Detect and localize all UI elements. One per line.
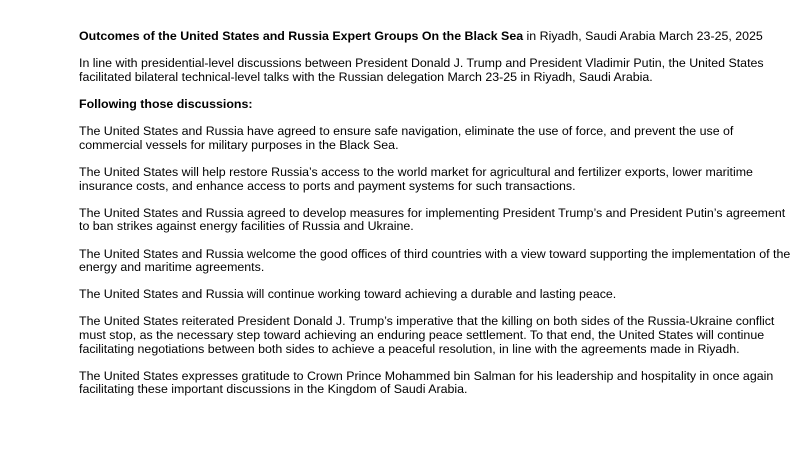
paragraph-third-countries: The United States and Russia welcome the good offices of third countries with a view toward supporting the implementation of the energy and maritime agreements. bbox=[79, 246, 791, 275]
paragraph-lasting-peace: The United States and Russia will continue working toward achieving a durable and lasting peace. bbox=[79, 287, 617, 302]
paragraph-market-access: The United States will help restore Russia’s access to the world market for agricultural and fertilizer exports, lower maritime insurance costs, and enhance access to ports and payment systems for such transactions. bbox=[79, 164, 753, 193]
paragraph-energy-facilities: The United States and Russia agreed to develop measures for implementing President Trump’s and President Putin’s agreement to ban strikes against energy facilities of Russia and Ukraine. bbox=[79, 205, 786, 234]
title-bold: Outcomes of the United States and Russia Expert Groups On the Black Sea bbox=[79, 29, 524, 43]
paragraph-gratitude: The United States expresses gratitude to Crown Prince Mohammed bin Salman for his leadership and hospitality in once again facilitating these important discussions in the Kingdom of Saudi Arabia. bbox=[79, 368, 774, 397]
paragraph-end-conflict: The United States reiterated President Donald J. Trump’s imperative that the killing on both sides of the Russia-Ukraine conflict must stop, as the necessary step toward achieving an enduring peace settlement. To that end, the United States will continue facilitating negotiations between both sides to achieve a peaceful resolution, in line with the agreements made in Riyadh. bbox=[79, 314, 775, 356]
document-title bbox=[79, 30, 795, 44]
title-location-date: in Riyadh, Saudi Arabia March 23-25, 2025 bbox=[523, 29, 763, 43]
paragraph-safe-navigation: The United States and Russia have agreed to ensure safe navigation, eliminate the use of force, and prevent the use of commercial vessels for military purposes in the Black Sea. bbox=[79, 124, 734, 152]
document-body bbox=[79, 30, 795, 411]
intro-paragraph: In line with presidential-level discussions between President Donald J. Trump and President Vladimir Putin, the United States facilitated bilateral technical-level talks with the Russian delegation March 23-25 in Riyadh, Saudi Arabia. bbox=[79, 56, 764, 84]
subheading: Following those discussions: bbox=[79, 96, 253, 111]
